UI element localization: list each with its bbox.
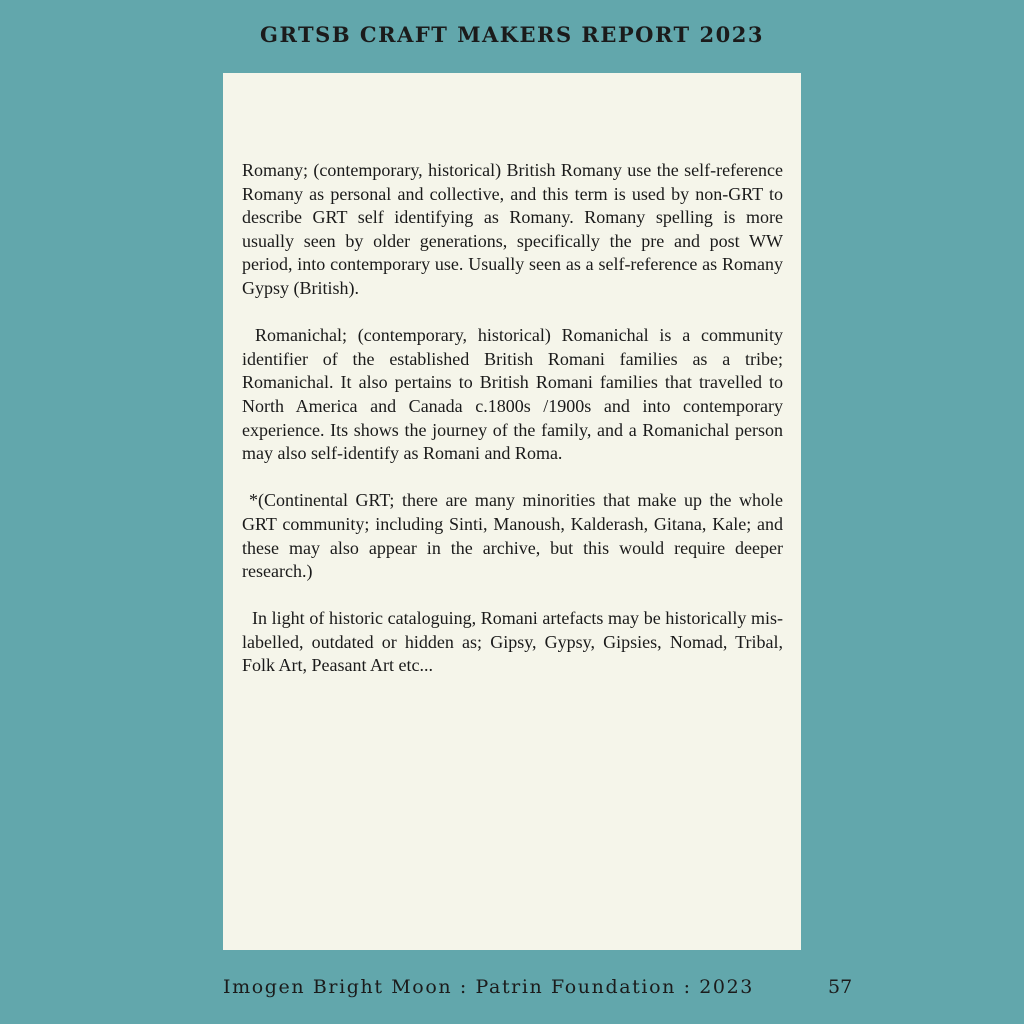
- footer-credit: Imogen Bright Moon : Patrin Foundation : 2023: [223, 976, 754, 998]
- paragraph-romany: Romany; (contemporary, historical) British Romany use the self-reference Romany as personal and collective, and this term is used by non-GRT to describe GRT self identifying as Romany. Romany spelling is more usually seen by older generations, specifically the pre and post WW period, into contemporary use. Usually seen as a self-reference as Romany Gypsy (British).: [242, 160, 783, 298]
- paragraph-continental-grt: *(Continental GRT; there are many minorities that make up the whole GRT community; including Sinti, Manoush, Kalderash, Gitana, Kale; and these may also appear in the archive, but this would require deeper research.): [242, 490, 783, 582]
- page-number: 57: [828, 976, 853, 998]
- paragraph-romanichal: Romanichal; (contemporary, historical) Romanichal is a community identifier of the established British Romani families as a tribe; Romanichal. It also pertains to British Romani families that travelled to North America and Canada c.1800s /1900s and into contemporary experience. Its shows the journey of the family, and a Romanichal person may also self-identify as Romani and Roma.: [242, 325, 783, 464]
- page-panel: [223, 73, 801, 950]
- report-title: GRTSB CRAFT MAKERS REPORT 2023: [260, 22, 764, 47]
- body-text: [242, 159, 783, 678]
- paragraph-cataloguing: In light of historic cataloguing, Romani artefacts may be historically mis-labelled, outdated or hidden as; Gipsy, Gypsy, Gipsies, Nomad, Tribal, Folk Art, Peasant Art etc...: [242, 608, 783, 676]
